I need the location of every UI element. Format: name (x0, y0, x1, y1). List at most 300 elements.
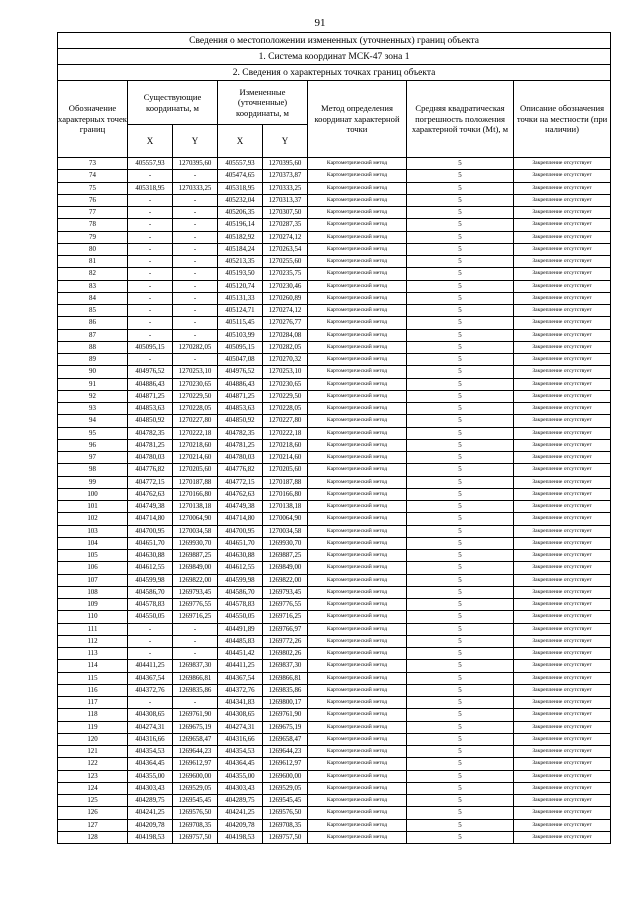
point-id-cell: 107 (58, 574, 128, 586)
method-cell: Картометрический метод (308, 231, 407, 243)
changed-y-cell: 1270166,80 (263, 488, 308, 500)
existing-x-cell: - (128, 256, 173, 268)
point-id-cell: 85 (58, 305, 128, 317)
precision-cell: 5 (407, 280, 514, 292)
existing-y-cell: 1269708,35 (173, 819, 218, 831)
point-id-cell: 102 (58, 513, 128, 525)
existing-y-cell: - (173, 317, 218, 329)
point-id-cell: 124 (58, 782, 128, 794)
existing-x-cell: 404578,83 (128, 599, 173, 611)
method-cell: Картометрический метод (308, 390, 407, 402)
method-cell: Картометрический метод (308, 501, 407, 513)
point-id-cell: 114 (58, 660, 128, 672)
precision-cell: 5 (407, 770, 514, 782)
changed-x-cell: 404599,98 (218, 574, 263, 586)
existing-x-cell: 404749,38 (128, 501, 173, 513)
existing-x-cell: 404316,66 (128, 733, 173, 745)
table-row (58, 427, 611, 439)
table-row (58, 317, 611, 329)
precision-cell: 5 (407, 427, 514, 439)
description-header: Описание обозначения точки на местности (при наличии) (514, 81, 611, 158)
existing-y-cell: 1270253,10 (173, 366, 218, 378)
existing-y-cell: - (173, 219, 218, 231)
table-row (58, 782, 611, 794)
method-cell: Картометрический метод (308, 648, 407, 660)
description-cell: Закрепление отсутствует (514, 758, 611, 770)
description-cell: Закрепление отсутствует (514, 207, 611, 219)
method-cell: Картометрический метод (308, 550, 407, 562)
changed-y-cell: 1269576,50 (263, 807, 308, 819)
precision-cell: 5 (407, 660, 514, 672)
table-row (58, 684, 611, 696)
existing-x-cell: 404372,76 (128, 684, 173, 696)
description-cell: Закрепление отсутствует (514, 256, 611, 268)
precision-cell: 5 (407, 537, 514, 549)
existing-x-cell: - (128, 219, 173, 231)
point-id-cell: 122 (58, 758, 128, 770)
existing-x-cell: 404289,75 (128, 795, 173, 807)
method-cell: Картометрический метод (308, 403, 407, 415)
precision-cell: 5 (407, 366, 514, 378)
changed-x-cell: 404976,52 (218, 366, 263, 378)
changed-y-cell: 1270214,60 (263, 452, 308, 464)
point-id-cell: 112 (58, 635, 128, 647)
boundary-points-table (57, 32, 611, 844)
existing-y-cell: 1270214,60 (173, 452, 218, 464)
precision-cell: 5 (407, 721, 514, 733)
description-cell: Закрепление отсутствует (514, 525, 611, 537)
existing-y-cell: - (173, 231, 218, 243)
existing-x-cell: - (128, 635, 173, 647)
point-id-cell: 106 (58, 562, 128, 574)
changed-y-cell: 1269930,70 (263, 537, 308, 549)
method-cell: Картометрический метод (308, 513, 407, 525)
method-cell: Картометрический метод (308, 599, 407, 611)
method-cell: Картометрический метод (308, 660, 407, 672)
description-cell: Закрепление отсутствует (514, 782, 611, 794)
changed-x-cell: 405124,71 (218, 305, 263, 317)
changed-x-cell: 404308,65 (218, 709, 263, 721)
existing-x-header: X (128, 125, 173, 158)
table-row (58, 476, 611, 488)
description-cell: Закрепление отсутствует (514, 305, 611, 317)
changed-y-cell: 1270034,58 (263, 525, 308, 537)
point-id-cell: 92 (58, 390, 128, 402)
point-id-cell: 105 (58, 550, 128, 562)
changed-x-cell: 404612,55 (218, 562, 263, 574)
existing-y-cell: 1270166,80 (173, 488, 218, 500)
description-cell: Закрепление отсутствует (514, 611, 611, 623)
existing-x-cell: - (128, 317, 173, 329)
table-row (58, 464, 611, 476)
point-id-cell: 76 (58, 194, 128, 206)
point-id-cell: 93 (58, 403, 128, 415)
existing-y-cell: - (173, 280, 218, 292)
precision-cell: 5 (407, 635, 514, 647)
table-row (58, 623, 611, 635)
precision-cell: 5 (407, 501, 514, 513)
description-cell: Закрепление отсутствует (514, 819, 611, 831)
description-cell: Закрепление отсутствует (514, 709, 611, 721)
existing-x-cell: 404274,31 (128, 721, 173, 733)
existing-y-cell: - (173, 697, 218, 709)
changed-x-cell: 404700,95 (218, 525, 263, 537)
method-cell: Картометрический метод (308, 427, 407, 439)
changed-x-cell: 404550,05 (218, 611, 263, 623)
description-cell: Закрепление отсутствует (514, 476, 611, 488)
precision-cell: 5 (407, 513, 514, 525)
changed-x-cell: 404749,38 (218, 501, 263, 513)
point-id-cell: 123 (58, 770, 128, 782)
precision-cell: 5 (407, 194, 514, 206)
changed-y-cell: 1270218,60 (263, 439, 308, 451)
precision-cell: 5 (407, 819, 514, 831)
existing-x-cell: - (128, 305, 173, 317)
table-row (58, 341, 611, 353)
table-row (58, 194, 611, 206)
existing-x-cell: 404198,53 (128, 831, 173, 843)
description-cell: Закрепление отсутствует (514, 464, 611, 476)
existing-y-cell: 1270138,18 (173, 501, 218, 513)
description-cell: Закрепление отсутствует (514, 158, 611, 170)
precision-cell: 5 (407, 709, 514, 721)
description-cell: Закрепление отсутствует (514, 280, 611, 292)
description-cell: Закрепление отсутствует (514, 586, 611, 598)
precision-cell: 5 (407, 697, 514, 709)
point-id-cell: 96 (58, 439, 128, 451)
method-cell: Картометрический метод (308, 439, 407, 451)
precision-cell: 5 (407, 207, 514, 219)
description-cell: Закрепление отсутствует (514, 537, 611, 549)
table-row (58, 550, 611, 562)
point-id-cell: 121 (58, 746, 128, 758)
existing-x-cell: 404772,15 (128, 476, 173, 488)
existing-x-cell: 404630,88 (128, 550, 173, 562)
existing-x-cell: - (128, 243, 173, 255)
method-cell: Картометрический метод (308, 586, 407, 598)
description-cell: Закрепление отсутствует (514, 231, 611, 243)
changed-x-cell: 405047,08 (218, 354, 263, 366)
description-cell: Закрепление отсутствует (514, 574, 611, 586)
method-cell: Картометрический метод (308, 623, 407, 635)
description-cell: Закрепление отсутствует (514, 831, 611, 843)
changed-x-cell: 404871,25 (218, 390, 263, 402)
point-id-cell: 126 (58, 807, 128, 819)
changed-x-cell: 404485,83 (218, 635, 263, 647)
changed-x-cell: 404762,63 (218, 488, 263, 500)
method-cell: Картометрический метод (308, 207, 407, 219)
changed-x-cell: 404354,53 (218, 746, 263, 758)
existing-y-cell: 1270333,25 (173, 182, 218, 194)
changed-y-cell: 1269849,00 (263, 562, 308, 574)
table-row (58, 256, 611, 268)
table-row (58, 329, 611, 341)
description-cell: Закрепление отсутствует (514, 807, 611, 819)
description-cell: Закрепление отсутствует (514, 648, 611, 660)
existing-y-cell: 1269849,00 (173, 562, 218, 574)
table-row (58, 574, 611, 586)
description-cell: Закрепление отсутствует (514, 770, 611, 782)
method-header: Метод определения координат характерной точки (308, 81, 407, 158)
existing-x-cell: - (128, 231, 173, 243)
description-cell: Закрепление отсутствует (514, 672, 611, 684)
table-row (58, 366, 611, 378)
existing-y-cell: 1269837,30 (173, 660, 218, 672)
changed-x-cell: 405557,93 (218, 158, 263, 170)
point-id-cell: 74 (58, 170, 128, 182)
existing-x-cell: - (128, 207, 173, 219)
description-cell: Закрепление отсутствует (514, 170, 611, 182)
point-id-cell: 118 (58, 709, 128, 721)
description-cell: Закрепление отсутствует (514, 513, 611, 525)
point-id-cell: 110 (58, 611, 128, 623)
existing-x-cell: - (128, 170, 173, 182)
precision-cell: 5 (407, 170, 514, 182)
changed-x-cell: 404274,31 (218, 721, 263, 733)
existing-x-cell: 404411,25 (128, 660, 173, 672)
precision-cell: 5 (407, 746, 514, 758)
changed-x-cell: 404781,25 (218, 439, 263, 451)
existing-y-cell: 1270222,18 (173, 427, 218, 439)
changed-y-cell: 1270064,90 (263, 513, 308, 525)
changed-y-cell: 1270313,37 (263, 194, 308, 206)
table-row (58, 403, 611, 415)
description-cell: Закрепление отсутствует (514, 415, 611, 427)
point-id-cell: 116 (58, 684, 128, 696)
changed-y-cell: 1269757,50 (263, 831, 308, 843)
existing-y-cell: 1270034,58 (173, 525, 218, 537)
method-cell: Картометрический метод (308, 537, 407, 549)
changed-y-cell: 1269529,05 (263, 782, 308, 794)
existing-x-cell: 404976,52 (128, 366, 173, 378)
existing-x-cell: 404241,25 (128, 807, 173, 819)
changed-x-cell: 404850,92 (218, 415, 263, 427)
table-row (58, 182, 611, 194)
existing-y-cell: - (173, 170, 218, 182)
description-cell: Закрепление отсутствует (514, 721, 611, 733)
description-cell: Закрепление отсутствует (514, 194, 611, 206)
point-id-cell: 109 (58, 599, 128, 611)
table-row (58, 378, 611, 390)
point-id-cell: 75 (58, 182, 128, 194)
description-cell: Закрепление отсутствует (514, 488, 611, 500)
method-cell: Картометрический метод (308, 452, 407, 464)
point-id-cell: 80 (58, 243, 128, 255)
description-cell: Закрепление отсутствует (514, 697, 611, 709)
changed-x-cell: 404364,45 (218, 758, 263, 770)
point-id-cell: 78 (58, 219, 128, 231)
changed-y-cell: 1269766,97 (263, 623, 308, 635)
table-row (58, 770, 611, 782)
point-id-cell: 84 (58, 292, 128, 304)
changed-x-cell: 404853,63 (218, 403, 263, 415)
changed-y-cell: 1269802,26 (263, 648, 308, 660)
precision-cell: 5 (407, 586, 514, 598)
table-row (58, 537, 611, 549)
changed-x-cell: 405196,14 (218, 219, 263, 231)
changed-y-cell: 1269776,55 (263, 599, 308, 611)
description-cell: Закрепление отсутствует (514, 733, 611, 745)
table-row (58, 452, 611, 464)
description-cell: Закрепление отсутствует (514, 795, 611, 807)
description-cell: Закрепление отсутствует (514, 452, 611, 464)
precision-cell: 5 (407, 305, 514, 317)
method-cell: Картометрический метод (308, 305, 407, 317)
method-cell: Картометрический метод (308, 317, 407, 329)
description-cell: Закрепление отсутствует (514, 378, 611, 390)
existing-y-cell: - (173, 292, 218, 304)
changed-x-cell: 405182,92 (218, 231, 263, 243)
existing-y-cell: 1270064,90 (173, 513, 218, 525)
existing-y-cell: 1269822,00 (173, 574, 218, 586)
table-row (58, 697, 611, 709)
existing-y-cell: - (173, 329, 218, 341)
precision-cell: 5 (407, 341, 514, 353)
method-cell: Картометрический метод (308, 170, 407, 182)
table-row (58, 207, 611, 219)
changed-x-cell: 405213,35 (218, 256, 263, 268)
description-cell: Закрепление отсутствует (514, 292, 611, 304)
point-id-cell: 91 (58, 378, 128, 390)
point-id-cell: 128 (58, 831, 128, 843)
precision-cell: 5 (407, 623, 514, 635)
method-cell: Картометрический метод (308, 635, 407, 647)
table-row (58, 280, 611, 292)
changed-y-cell: 1270228,05 (263, 403, 308, 415)
existing-x-cell: - (128, 697, 173, 709)
table-row (58, 648, 611, 660)
existing-y-cell: - (173, 354, 218, 366)
changed-y-cell: 1269675,19 (263, 721, 308, 733)
method-cell: Картометрический метод (308, 684, 407, 696)
table-title: Сведения о местоположении измененных (уточненных) границ объекта (58, 33, 611, 49)
changed-x-cell: 404289,75 (218, 795, 263, 807)
method-cell: Картометрический метод (308, 782, 407, 794)
precision-cell: 5 (407, 574, 514, 586)
existing-x-cell: 404612,55 (128, 562, 173, 574)
method-cell: Картометрический метод (308, 268, 407, 280)
point-id-cell: 108 (58, 586, 128, 598)
changed-x-cell: 404714,80 (218, 513, 263, 525)
method-cell: Картометрический метод (308, 562, 407, 574)
existing-x-cell: 405557,93 (128, 158, 173, 170)
changed-y-cell: 1270287,35 (263, 219, 308, 231)
changed-x-cell: 405103,99 (218, 329, 263, 341)
precision-cell: 5 (407, 464, 514, 476)
point-id-cell: 103 (58, 525, 128, 537)
changed-x-cell: 404341,83 (218, 697, 263, 709)
changed-y-cell: 1270205,60 (263, 464, 308, 476)
point-id-cell: 97 (58, 452, 128, 464)
changed-x-cell: 405474,65 (218, 170, 263, 182)
method-cell: Картометрический метод (308, 831, 407, 843)
changed-y-cell: 1270229,50 (263, 390, 308, 402)
changed-y-cell: 1269887,25 (263, 550, 308, 562)
table-row (58, 599, 611, 611)
changed-x-header: X (218, 125, 263, 158)
existing-y-cell: 1269793,45 (173, 586, 218, 598)
changed-y-cell: 1270276,77 (263, 317, 308, 329)
precision-cell: 5 (407, 231, 514, 243)
changed-y-header: Y (263, 125, 308, 158)
changed-y-cell: 1270263,54 (263, 243, 308, 255)
existing-y-cell: 1269545,45 (173, 795, 218, 807)
point-id-cell: 81 (58, 256, 128, 268)
method-cell: Картометрический метод (308, 329, 407, 341)
changed-y-cell: 1269772,26 (263, 635, 308, 647)
table-row (58, 660, 611, 672)
existing-y-cell: 1269576,50 (173, 807, 218, 819)
table-row (58, 709, 611, 721)
table-row (58, 292, 611, 304)
precision-cell: 5 (407, 219, 514, 231)
description-cell: Закрепление отсутствует (514, 746, 611, 758)
changed-x-cell: 404411,25 (218, 660, 263, 672)
changed-x-cell: 404772,15 (218, 476, 263, 488)
changed-y-cell: 1270274,12 (263, 305, 308, 317)
precision-cell: 5 (407, 733, 514, 745)
precision-cell: 5 (407, 390, 514, 402)
existing-x-cell: 404776,82 (128, 464, 173, 476)
method-cell: Картометрический метод (308, 819, 407, 831)
table-row (58, 831, 611, 843)
method-cell: Картометрический метод (308, 341, 407, 353)
method-cell: Картометрический метод (308, 158, 407, 170)
existing-x-cell: 404303,43 (128, 782, 173, 794)
changed-y-cell: 1270307,50 (263, 207, 308, 219)
changed-x-cell: 404782,35 (218, 427, 263, 439)
table-row (58, 170, 611, 182)
existing-y-cell: 1270205,60 (173, 464, 218, 476)
existing-x-cell: 404886,43 (128, 378, 173, 390)
existing-x-cell: 404850,92 (128, 415, 173, 427)
existing-x-cell: - (128, 648, 173, 660)
table-row (58, 513, 611, 525)
changed-x-cell: 404586,70 (218, 586, 263, 598)
method-cell: Картометрический метод (308, 476, 407, 488)
description-cell: Закрепление отсутствует (514, 329, 611, 341)
changed-x-cell: 404209,78 (218, 819, 263, 831)
changed-y-cell: 1270230,46 (263, 280, 308, 292)
table-row (58, 390, 611, 402)
table-row (58, 501, 611, 513)
precision-cell: 5 (407, 550, 514, 562)
description-cell: Закрепление отсутствует (514, 439, 611, 451)
existing-y-cell: 1269887,25 (173, 550, 218, 562)
changed-y-cell: 1269793,45 (263, 586, 308, 598)
changed-x-cell: 405193,50 (218, 268, 263, 280)
point-id-cell: 111 (58, 623, 128, 635)
existing-x-cell: - (128, 268, 173, 280)
table-row (58, 562, 611, 574)
point-id-cell: 79 (58, 231, 128, 243)
existing-y-cell: - (173, 194, 218, 206)
changed-y-cell: 1269658,47 (263, 733, 308, 745)
existing-x-cell: 404871,25 (128, 390, 173, 402)
existing-y-cell: 1270229,50 (173, 390, 218, 402)
precision-cell: 5 (407, 599, 514, 611)
precision-cell: 5 (407, 562, 514, 574)
changed-y-cell: 1270333,25 (263, 182, 308, 194)
existing-y-cell: - (173, 256, 218, 268)
changed-y-cell: 1269600,00 (263, 770, 308, 782)
existing-x-cell: 404853,63 (128, 403, 173, 415)
description-cell: Закрепление отсутствует (514, 182, 611, 194)
existing-y-cell: 1269612,97 (173, 758, 218, 770)
changed-y-cell: 1269822,00 (263, 574, 308, 586)
point-id-cell: 99 (58, 476, 128, 488)
existing-x-cell: 404599,98 (128, 574, 173, 586)
